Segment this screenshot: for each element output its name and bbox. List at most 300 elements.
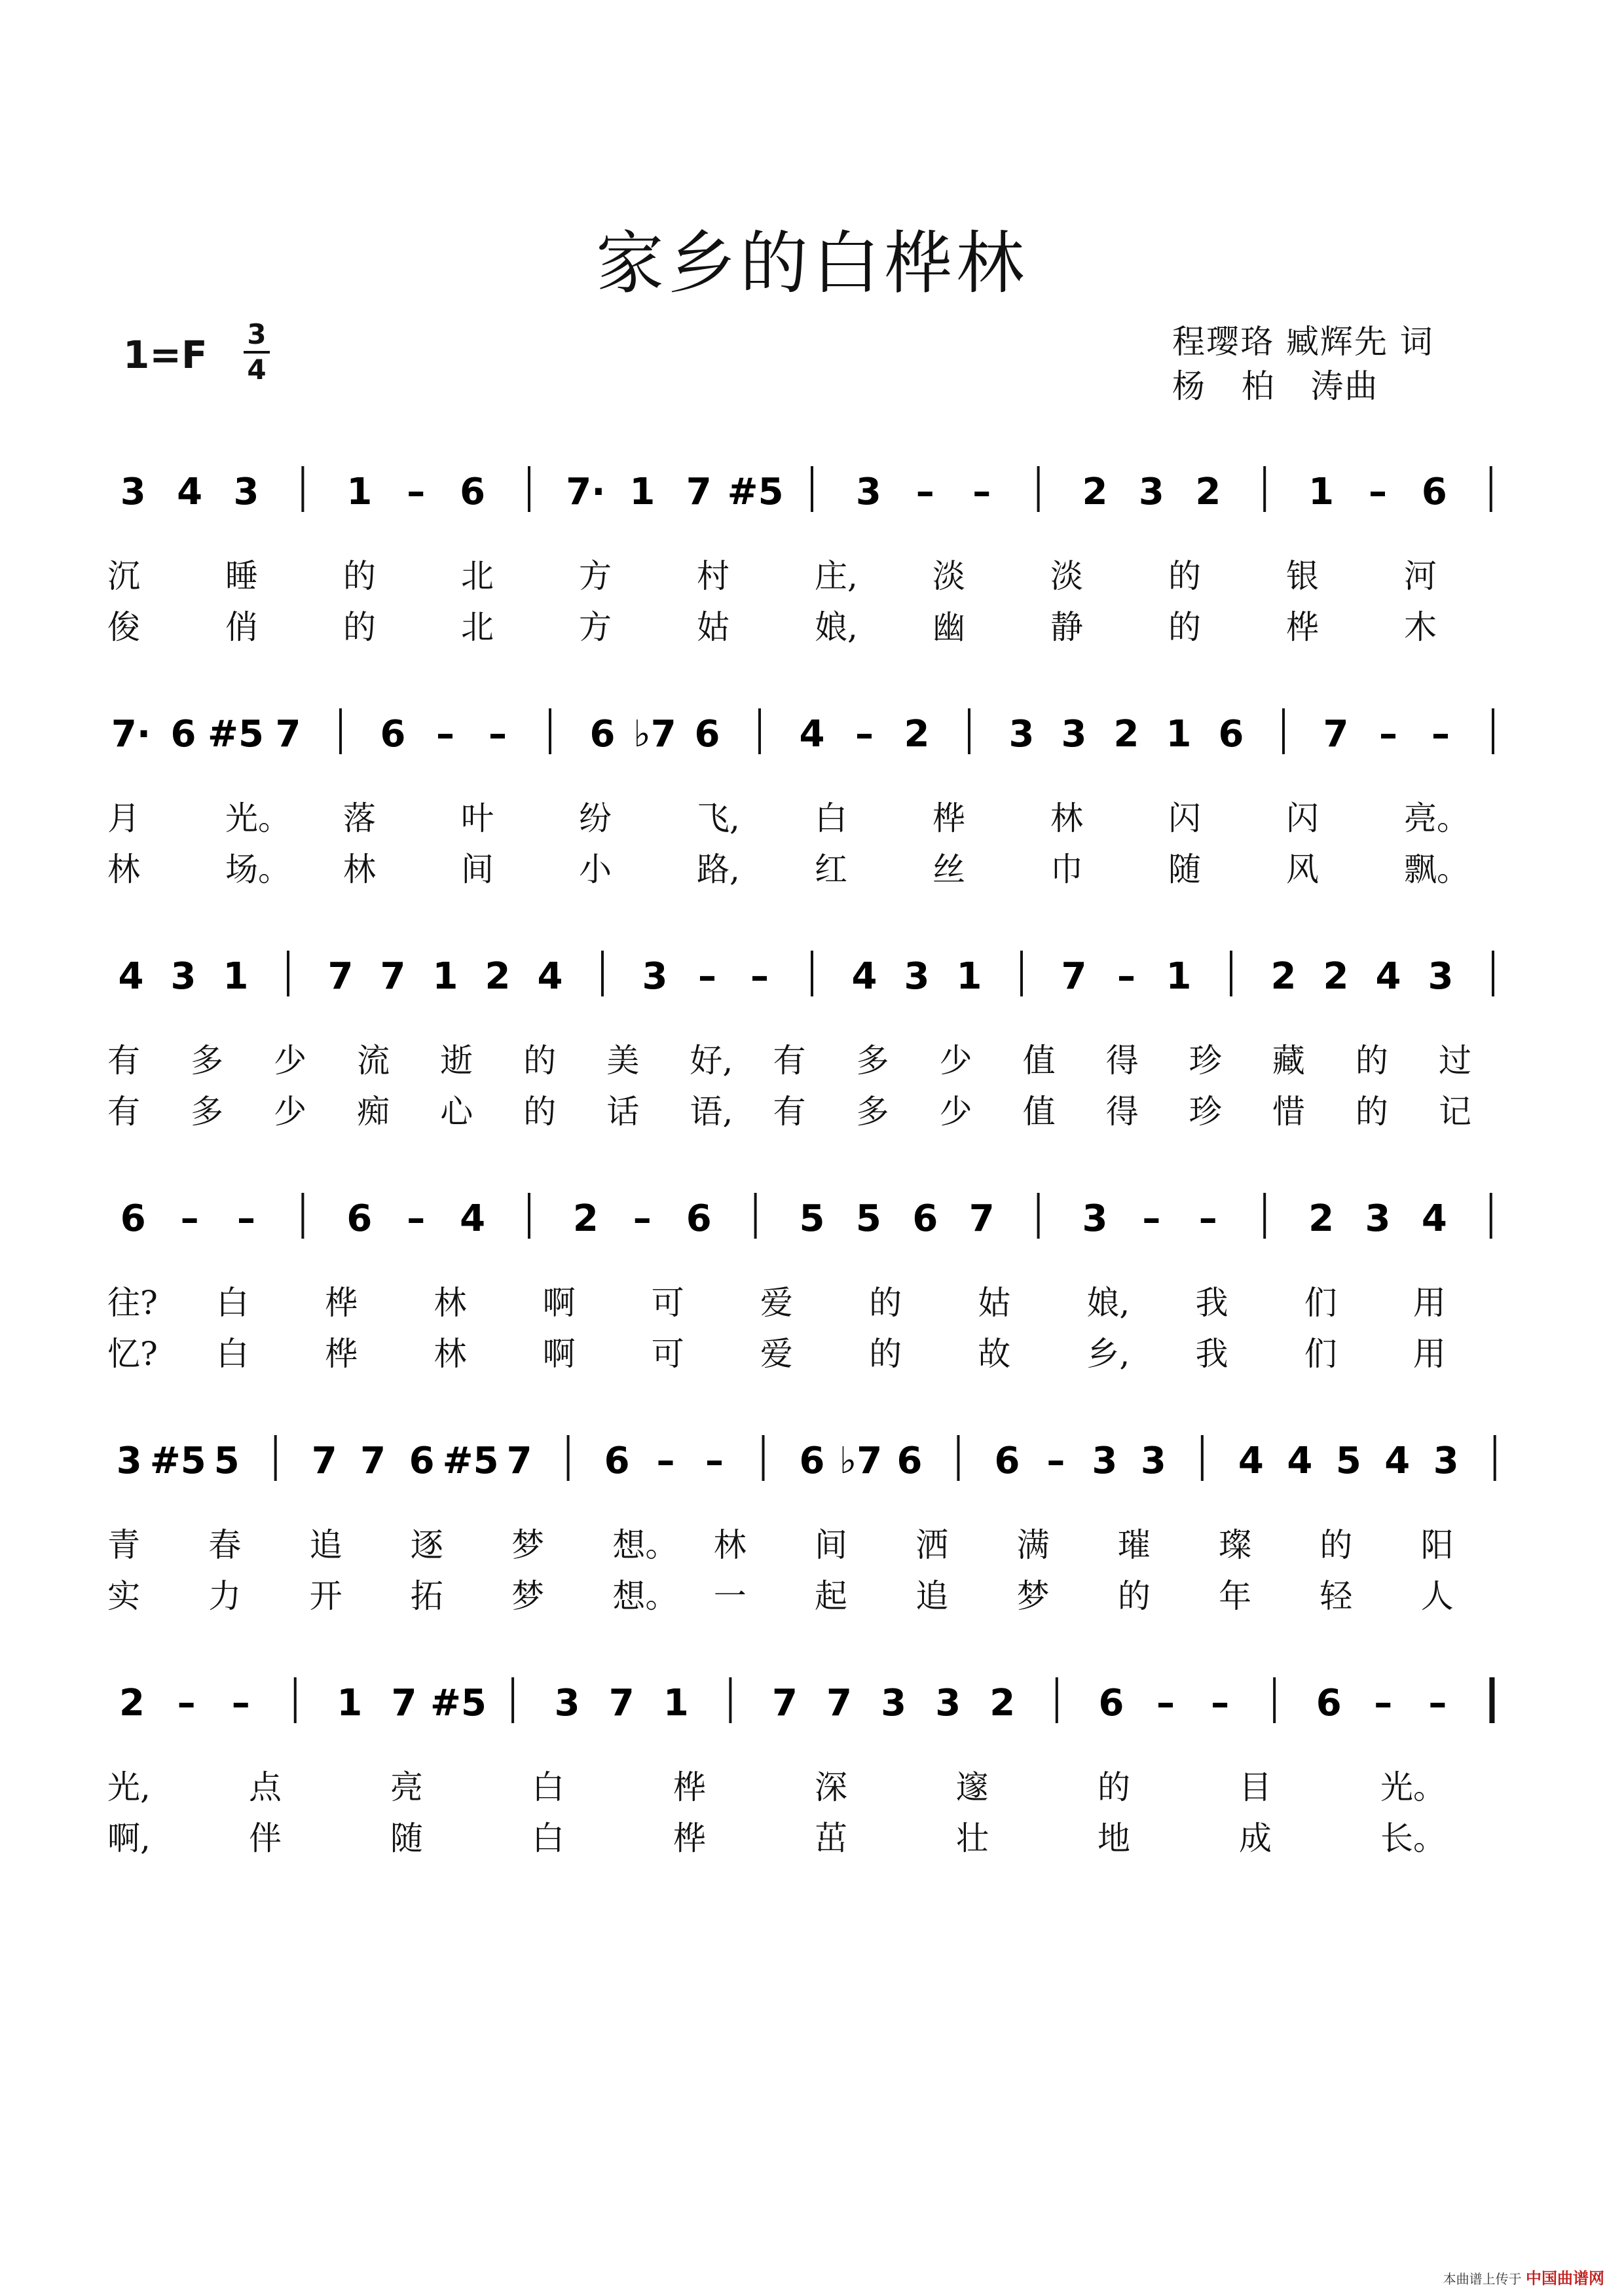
lyric-syllable: 有	[773, 1093, 806, 1131]
note: 6	[346, 1197, 373, 1240]
note: 1	[1166, 955, 1192, 998]
note: #5	[442, 1440, 499, 1482]
lyric-syllable: 记	[1438, 1093, 1471, 1131]
lyric-syllable: 地	[1098, 1819, 1130, 1857]
lyric-syllable: 姑	[697, 608, 729, 646]
lyric-syllable: 值	[1022, 1042, 1056, 1080]
lyric-syllable: 值	[1022, 1093, 1056, 1131]
lyric-syllable: 心	[440, 1093, 473, 1131]
note: 3	[554, 1682, 580, 1724]
note: 3	[904, 955, 930, 998]
note: –	[750, 955, 769, 998]
lyric-line-1	[105, 550, 1519, 595]
note: 3	[1140, 1440, 1166, 1482]
note: 3	[1092, 1440, 1118, 1482]
lyric-syllable: 的	[869, 1284, 902, 1322]
lyric-line-1	[105, 1519, 1519, 1564]
note: –	[705, 1440, 724, 1482]
lyric-syllable: 桦	[1286, 608, 1319, 646]
lyric-syllable: 林	[1050, 799, 1083, 837]
lyric-syllable: 巾	[1050, 850, 1083, 888]
lyric-syllable: 庄,	[815, 557, 858, 595]
lyric-line-2	[105, 843, 1519, 888]
note: 4	[118, 955, 144, 998]
lyric-syllable: 逐	[410, 1526, 443, 1564]
note: –	[633, 1197, 652, 1240]
lyric-syllable: 风	[1286, 850, 1319, 888]
lyric-syllable: 春	[208, 1526, 242, 1564]
note: #5	[208, 713, 264, 756]
note: 5	[855, 1197, 881, 1240]
lyric-syllable: 闪	[1286, 799, 1319, 837]
note: 5	[213, 1440, 240, 1482]
lyric-syllable: 想。	[612, 1577, 678, 1615]
note: 5	[1335, 1440, 1361, 1482]
lyric-syllable: 的	[1320, 1526, 1353, 1564]
note: 6	[1421, 471, 1447, 513]
time-signature	[244, 319, 270, 385]
note: 3	[1433, 1440, 1459, 1482]
lyric-syllable: 姑	[978, 1284, 1011, 1322]
lyric-syllable: 北	[461, 608, 494, 646]
lyric-syllable: 话	[606, 1093, 640, 1131]
lyric-syllable: 的	[869, 1335, 902, 1373]
note: 2	[1270, 955, 1297, 998]
lyric-syllable: 林	[434, 1284, 467, 1322]
lyric-syllable: 少	[274, 1042, 307, 1080]
lyric-syllable: 少	[274, 1093, 307, 1131]
lyric-syllable: 俊	[107, 608, 140, 646]
lyric-syllable: 有	[107, 1093, 140, 1131]
note: 7	[826, 1682, 853, 1724]
lyric-syllable: 多	[191, 1042, 224, 1080]
lyric-syllable: 桦	[932, 799, 965, 837]
page-title: 家乡的白桦林	[595, 223, 1028, 303]
lyric-syllable: 语,	[690, 1093, 733, 1131]
lyric-syllable: 的	[343, 608, 376, 646]
note: 3	[1138, 471, 1164, 513]
note: 3	[1428, 955, 1454, 998]
lyric-syllable: 多	[191, 1093, 224, 1131]
note: –	[855, 713, 874, 756]
lyric-syllable: 木	[1404, 608, 1437, 646]
note: 7	[1323, 713, 1349, 756]
lyric-syllable: 茁	[815, 1819, 847, 1857]
note: 2	[1113, 713, 1139, 756]
lyric-syllable: 梦	[511, 1526, 545, 1564]
lyric-syllable: 阳	[1420, 1526, 1454, 1564]
lyric-syllable: 桦	[325, 1284, 358, 1322]
time-sig-top: 3	[247, 318, 267, 350]
lyric-syllable: 乡,	[1086, 1335, 1130, 1373]
lyric-syllable: 有	[773, 1042, 806, 1080]
lyric-syllable: 淡	[1050, 557, 1083, 595]
lyric-syllable: 有	[107, 1042, 140, 1080]
lyric-syllable: 梦	[511, 1577, 545, 1615]
lyric-syllable: 可	[651, 1284, 684, 1322]
note: 1	[629, 471, 655, 513]
lyric-syllable: 深	[815, 1768, 847, 1806]
lyric-line-1	[105, 792, 1519, 837]
note: 4	[851, 955, 877, 998]
lyric-syllable: 桦	[673, 1768, 706, 1806]
note: 7	[1061, 955, 1087, 998]
lyric-syllable: 光。	[1380, 1768, 1446, 1806]
lyric-syllable: 白	[532, 1768, 564, 1806]
lyric-line-1	[105, 1277, 1519, 1322]
note: #5	[149, 1440, 206, 1482]
lyric-line-2	[105, 1812, 1519, 1857]
note: 2	[1082, 471, 1108, 513]
note: –	[1198, 1197, 1217, 1240]
lyric-syllable: 的	[523, 1042, 557, 1080]
notation-line	[105, 1421, 1519, 1493]
lyric-syllable: 用	[1412, 1335, 1446, 1373]
lyric-syllable: 幽	[932, 608, 965, 646]
lyric-syllable: 林	[107, 850, 140, 888]
note: –	[972, 471, 991, 513]
lyric-syllable: 方	[579, 557, 612, 595]
lyric-syllable: 叶	[461, 799, 494, 837]
note: 4	[1287, 1440, 1313, 1482]
note: 2	[119, 1682, 145, 1724]
lyric-line-2	[105, 1570, 1519, 1615]
lyric-syllable: 白	[532, 1819, 564, 1857]
notation-line	[105, 936, 1519, 1008]
note: 6	[409, 1440, 435, 1482]
note: 6	[604, 1440, 630, 1482]
note: 3	[1008, 713, 1035, 756]
lyric-syllable: 故	[978, 1335, 1011, 1373]
note: 2	[485, 955, 511, 998]
lyric-syllable: 多	[856, 1042, 889, 1080]
lyric-syllable: 少	[939, 1093, 972, 1131]
note: 4	[460, 1197, 486, 1240]
lyric-syllable: 长。	[1380, 1819, 1446, 1857]
lyric-syllable: 俏	[225, 608, 258, 646]
note: 7	[608, 1682, 635, 1724]
note: –	[1211, 1682, 1230, 1724]
note: 3	[881, 1682, 907, 1724]
lyric-syllable: 璀	[1117, 1526, 1151, 1564]
score-system	[105, 1421, 1519, 1615]
lyric-syllable: 忆?	[107, 1335, 158, 1373]
lyric-syllable: 璨	[1219, 1526, 1252, 1564]
lyric-syllable: 美	[606, 1042, 640, 1080]
lyric-syllable: 村	[697, 557, 729, 595]
notation-line	[105, 1663, 1519, 1735]
note: 4	[1375, 955, 1401, 998]
lyric-syllable: 光,	[107, 1768, 151, 1806]
note: –	[656, 1440, 675, 1482]
lyric-syllable: 爱	[760, 1335, 793, 1373]
lyric-syllable: 邃	[956, 1768, 989, 1806]
note: –	[177, 1682, 196, 1724]
lyric-line-2	[105, 601, 1519, 646]
lyric-syllable: 满	[1016, 1526, 1050, 1564]
notation-line	[105, 452, 1519, 524]
lyric-syllable: 伴	[249, 1819, 282, 1857]
lyric-syllable: 青	[107, 1526, 140, 1564]
note: 2	[904, 713, 930, 756]
lyric-syllable: 娘,	[1086, 1284, 1130, 1322]
note: #5	[430, 1682, 487, 1724]
note: 7	[391, 1682, 417, 1724]
lyric-syllable: 得	[1105, 1093, 1139, 1131]
note: 7	[771, 1682, 798, 1724]
note: 6	[589, 713, 616, 756]
footer	[1443, 2265, 1604, 2288]
notation-line	[105, 1178, 1519, 1250]
lyric-syllable: 的	[343, 557, 376, 595]
lyric-line-2	[105, 1085, 1519, 1131]
note: 6	[799, 1440, 825, 1482]
lyric-line-2	[105, 1328, 1519, 1373]
score-system	[105, 1178, 1519, 1373]
composer-credit: 杨 柏 涛曲	[1172, 367, 1379, 405]
lyric-syllable: 壮	[956, 1819, 989, 1857]
note: –	[489, 713, 507, 756]
lyric-syllable: 们	[1304, 1284, 1337, 1322]
footer-text: 本曲谱上传于	[1443, 2271, 1522, 2287]
lyric-syllable: 们	[1304, 1335, 1337, 1373]
note: 3	[855, 471, 881, 513]
note: 6	[1316, 1682, 1342, 1724]
lyric-syllable: 亮	[390, 1768, 423, 1806]
score-system	[105, 1663, 1519, 1857]
note: 1	[956, 955, 982, 998]
note: –	[1156, 1682, 1175, 1724]
note: ♭7	[633, 713, 676, 756]
key-signature: 1=F	[123, 333, 208, 377]
lyric-syllable: 落	[343, 799, 376, 837]
time-sig-bottom: 4	[247, 354, 267, 386]
lyric-syllable: 小	[579, 850, 612, 888]
lyric-syllable: 爱	[760, 1284, 793, 1322]
score-system	[105, 936, 1519, 1131]
lyric-syllable: 亮。	[1404, 799, 1469, 837]
note: –	[698, 955, 716, 998]
lyric-syllable: 目	[1239, 1768, 1272, 1806]
note: 7	[311, 1440, 337, 1482]
note: –	[231, 1682, 250, 1724]
score-system	[105, 452, 1519, 646]
lyric-line-1	[105, 1034, 1519, 1080]
lyric-syllable: 想。	[612, 1526, 678, 1564]
lyric-syllable: 随	[1168, 850, 1201, 888]
note: –	[180, 1197, 199, 1240]
lyric-syllable: 的	[523, 1093, 557, 1131]
note: 4	[1238, 1440, 1264, 1482]
note: 7	[506, 1440, 532, 1482]
lyric-syllable: 人	[1420, 1577, 1454, 1615]
note: 6	[120, 1197, 146, 1240]
note: 2	[1308, 1197, 1335, 1240]
note: 6	[994, 1440, 1020, 1482]
note: 3	[170, 955, 196, 998]
note: –	[1374, 1682, 1393, 1724]
lyric-syllable: 可	[651, 1335, 684, 1373]
note: 6	[912, 1197, 938, 1240]
lyric-syllable: 少	[939, 1042, 972, 1080]
score-system	[105, 694, 1519, 888]
note: #5	[727, 471, 784, 513]
note: –	[1046, 1440, 1065, 1482]
note: 7·	[111, 713, 151, 756]
note: 7	[380, 955, 406, 998]
note: 7	[327, 955, 354, 998]
note: –	[407, 471, 426, 513]
note: 1	[346, 471, 373, 513]
note: ♭7	[839, 1440, 883, 1482]
lyric-syllable: 过	[1438, 1042, 1471, 1080]
footer-brand: 中国曲谱网	[1526, 2269, 1604, 2287]
note: –	[1379, 713, 1397, 756]
note: 6	[380, 713, 406, 756]
lyric-syllable: 我	[1195, 1284, 1228, 1322]
note: 3	[233, 471, 259, 513]
lyric-syllable: 光。	[225, 799, 291, 837]
lyric-syllable: 拓	[410, 1577, 443, 1615]
lyric-syllable: 静	[1050, 608, 1083, 646]
note: 3	[642, 955, 668, 998]
note: 6	[896, 1440, 923, 1482]
lyric-syllable: 月	[107, 799, 140, 837]
lyric-syllable: 丝	[932, 850, 965, 888]
lyric-syllable: 林	[343, 850, 376, 888]
note: 6	[694, 713, 720, 756]
note: 6	[460, 471, 486, 513]
lyric-syllable: 多	[856, 1093, 889, 1131]
note: 6	[1218, 713, 1244, 756]
lyric-syllable: 的	[1098, 1768, 1130, 1806]
note: 5	[799, 1197, 825, 1240]
note: –	[915, 471, 934, 513]
note: 1	[1308, 471, 1335, 513]
note: 2	[989, 1682, 1016, 1724]
note: –	[1117, 955, 1135, 998]
lyric-syllable: 纷	[579, 799, 612, 837]
lyric-syllable: 林	[434, 1335, 467, 1373]
lyric-syllable: 闪	[1168, 799, 1201, 837]
lyric-syllable: 年	[1219, 1577, 1252, 1615]
note: 4	[1384, 1440, 1411, 1482]
lyric-syllable: 成	[1239, 1819, 1272, 1857]
lyric-syllable: 往?	[107, 1284, 158, 1322]
lyric-syllable: 的	[1168, 608, 1201, 646]
lyric-syllable: 河	[1404, 557, 1437, 595]
lyric-syllable: 随	[390, 1819, 423, 1857]
lyric-syllable: 用	[1412, 1284, 1446, 1322]
note: –	[436, 713, 454, 756]
note: 6	[686, 1197, 712, 1240]
lyric-syllable: 的	[1355, 1093, 1388, 1131]
lyric-syllable: 得	[1105, 1042, 1139, 1080]
lyric-syllable: 方	[579, 608, 612, 646]
lyric-syllable: 藏	[1272, 1042, 1305, 1080]
lyric-syllable: 林	[713, 1526, 747, 1564]
note: 3	[935, 1682, 961, 1724]
note: 3	[1082, 1197, 1108, 1240]
lyric-syllable: 红	[815, 850, 847, 888]
lyric-syllable: 飞,	[697, 799, 740, 837]
lyric-syllable: 的	[1117, 1577, 1151, 1615]
lyric-syllable: 珍	[1189, 1093, 1222, 1131]
note: 1	[663, 1682, 689, 1724]
lyric-syllable: 起	[815, 1577, 847, 1615]
note: 6	[170, 713, 196, 756]
note: 1	[432, 955, 458, 998]
notation-line	[105, 694, 1519, 766]
lyric-syllable: 的	[1355, 1042, 1388, 1080]
note: 4	[537, 955, 563, 998]
note: 4	[799, 713, 825, 756]
note: 1	[1166, 713, 1192, 756]
note: 3	[120, 471, 146, 513]
note: 7	[275, 713, 301, 756]
lyric-syllable: 流	[357, 1042, 390, 1080]
note: 2	[1323, 955, 1349, 998]
note: 7	[969, 1197, 995, 1240]
lyric-syllable: 路,	[697, 850, 740, 888]
lyric-syllable: 的	[1168, 557, 1201, 595]
lyric-syllable: 痴	[357, 1093, 390, 1131]
lyric-syllable: 追	[915, 1577, 949, 1615]
lyric-syllable: 沉	[107, 557, 140, 595]
lyric-syllable: 北	[461, 557, 494, 595]
lyric-syllable: 好,	[690, 1042, 733, 1080]
lyric-syllable: 点	[249, 1768, 282, 1806]
note: 3	[1365, 1197, 1391, 1240]
note: –	[1369, 471, 1387, 513]
lyric-syllable: 我	[1195, 1335, 1228, 1373]
note: –	[237, 1197, 255, 1240]
note: 6	[1098, 1682, 1124, 1724]
note: –	[1142, 1197, 1161, 1240]
lyric-syllable: 白	[815, 799, 847, 837]
note: 1	[337, 1682, 363, 1724]
lyric-syllable: 白	[216, 1284, 249, 1322]
note: 7	[686, 471, 712, 513]
lyric-syllable: 逝	[440, 1042, 473, 1080]
lyric-syllable: 银	[1286, 557, 1319, 595]
lyric-line-1	[105, 1761, 1519, 1806]
lyric-syllable: 场。	[225, 850, 291, 888]
note: 3	[116, 1440, 142, 1482]
note: –	[1428, 1682, 1447, 1724]
lyric-syllable: 轻	[1320, 1577, 1353, 1615]
note: –	[407, 1197, 426, 1240]
lyric-syllable: 间	[461, 850, 494, 888]
lyric-syllable: 飘。	[1404, 850, 1469, 888]
note: 3	[1061, 713, 1087, 756]
note: 4	[1421, 1197, 1447, 1240]
lyric-syllable: 桦	[325, 1335, 358, 1373]
lyric-syllable: 追	[309, 1526, 342, 1564]
note: 4	[177, 471, 203, 513]
lyric-syllable: 白	[216, 1335, 249, 1373]
note: 2	[1195, 471, 1221, 513]
lyric-syllable: 啊	[542, 1335, 576, 1373]
lyric-syllable: 一	[713, 1577, 747, 1615]
lyric-syllable: 桦	[673, 1819, 706, 1857]
lyricist-credit: 程璎珞 臧辉先 词	[1172, 323, 1434, 361]
note: 7	[360, 1440, 386, 1482]
lyric-syllable: 娘,	[815, 608, 858, 646]
lyric-syllable: 间	[815, 1526, 847, 1564]
lyric-syllable: 梦	[1016, 1577, 1050, 1615]
lyric-syllable: 开	[309, 1577, 342, 1615]
